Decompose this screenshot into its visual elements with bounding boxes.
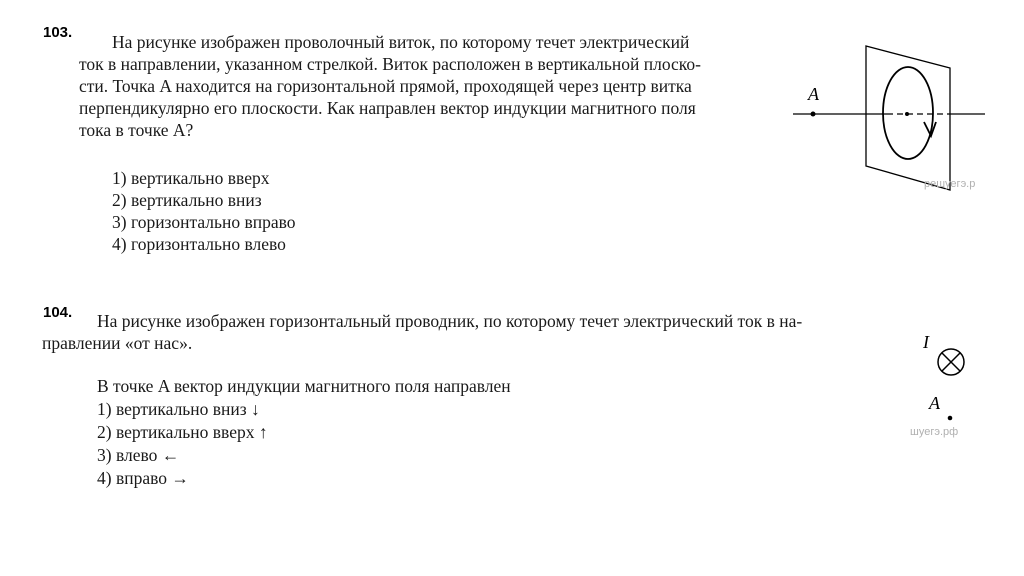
problem-104-watermark: шуегэ.рф (910, 426, 959, 438)
problem-104-option-4: 4) вправо → (97, 468, 189, 488)
problem-104-line-1: На рисунке изображен горизонтальный проводник, по которому течет электрический ток в на- (97, 311, 803, 331)
problem-104-figure (915, 328, 995, 428)
problem-103-number: 103. (43, 24, 73, 41)
current-arrow-icon (924, 122, 936, 136)
problem-104-option-2: 2) вертикально вверх ↑ (97, 422, 268, 442)
problem-104-option-3: 3) влево ← (97, 445, 180, 465)
problem-103-line-2: ток в направлении, указанном стрелкой. Виток расположен в вертикальной плоско- (79, 54, 701, 74)
problem-103-option-2: 2) вертикально вниз (112, 190, 262, 210)
problem-103-line-3: сти. Точка A находится на горизонтальной прямой, проходящей через центр витка (79, 76, 692, 96)
point-a-label: A (808, 84, 819, 104)
problem-103-option-4: 4) горизонтально влево (112, 234, 286, 254)
problem-104-line-2: правлении «от нас». (42, 333, 193, 353)
problem-103-watermark: решуегэ.р (924, 178, 976, 190)
problem-103-line-1: На рисунке изображен проволочный виток, по которому течет электрический (112, 32, 690, 52)
loop-center-point (905, 112, 909, 116)
current-label: I (923, 332, 929, 352)
point-a-marker (811, 112, 816, 117)
point-a-label-104: A (929, 393, 940, 413)
problem-103-line-5: тока в точке A? (79, 120, 194, 140)
problem-103-option-3: 3) горизонтально вправо (112, 212, 296, 232)
problem-103-line-4: перпендикулярно его плоскости. Как направлен вектор индукции магнитного поля (79, 98, 696, 118)
problem-104-question: В точке A вектор индукции магнитного поля направлен (97, 376, 511, 396)
point-a-marker-104 (948, 416, 953, 421)
problem-103-option-1: 1) вертикально вверх (112, 168, 270, 188)
problem-104-number: 104. (43, 304, 73, 321)
problem-104-option-1: 1) вертикально вниз ↓ (97, 399, 260, 419)
problem-103-figure (790, 40, 990, 190)
